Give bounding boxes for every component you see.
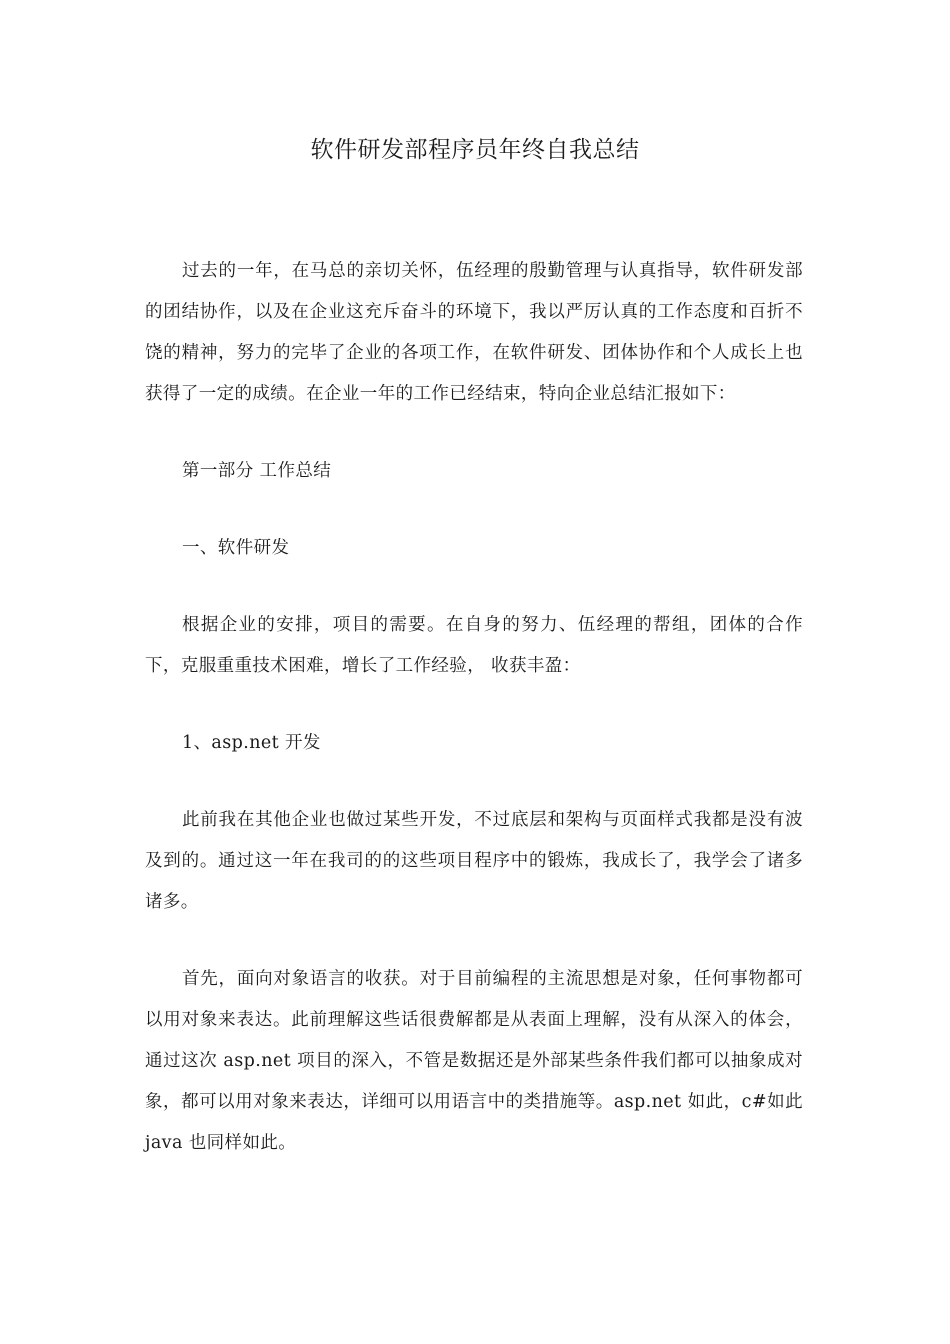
intro-paragraph: 过去的一年，在马总的亲切关怀，伍经理的殷勤管理与认真指导，软件研发部的团结协作，以及在企业这充斥奋斗的环境下，我以严厉认真的工作态度和百折不饶的精神，努力的完毕了企业的各项工作，在软件研发、团体协作和个人成长上也获得了一定的成绩。在企业一年的工作已经结束，特向企业总结汇报如下： (145, 261, 803, 404)
software-dev-paragraph: 根据企业的安排，项目的需要。在自身的努力、伍经理的帮组，团体的合作下，克服重重技术困难，增长了工作经验， 收获丰盈： (145, 615, 803, 676)
aspnet-experience-paragraph: 此前我在其他企业也做过某些开发，不过底层和架构与页面样式我都是没有波及到的。通过这一年在我司的的这些项目程序中的锻炼，我成长了，我学会了诸多诸多。 (145, 810, 803, 912)
document-body (145, 251, 803, 1200)
section-heading-part-one: 第一部分 工作总结 (182, 461, 332, 481)
document-title: 软件研发部程序员年终自我总结 (310, 137, 640, 163)
subsection-heading-software-dev: 一、软件研发 (182, 538, 290, 558)
oop-paragraph: 首先，面向对象语言的收获。对于目前编程的主流思想是对象，任何事物都可以用对象来表达。此前理解这些话很费解都是从表面上理解，没有从深入的体会，通过这次 asp.net 项目的深入，不管是数据还是外部某些条件我们都可以抽象成对象，都可以用对象来表达，详细可以用语言中的类措施等。asp.net 如此，c#如此 java 也同样如此。 (145, 969, 803, 1153)
item-heading-aspnet: 1、asp.net 开发 (182, 733, 321, 753)
